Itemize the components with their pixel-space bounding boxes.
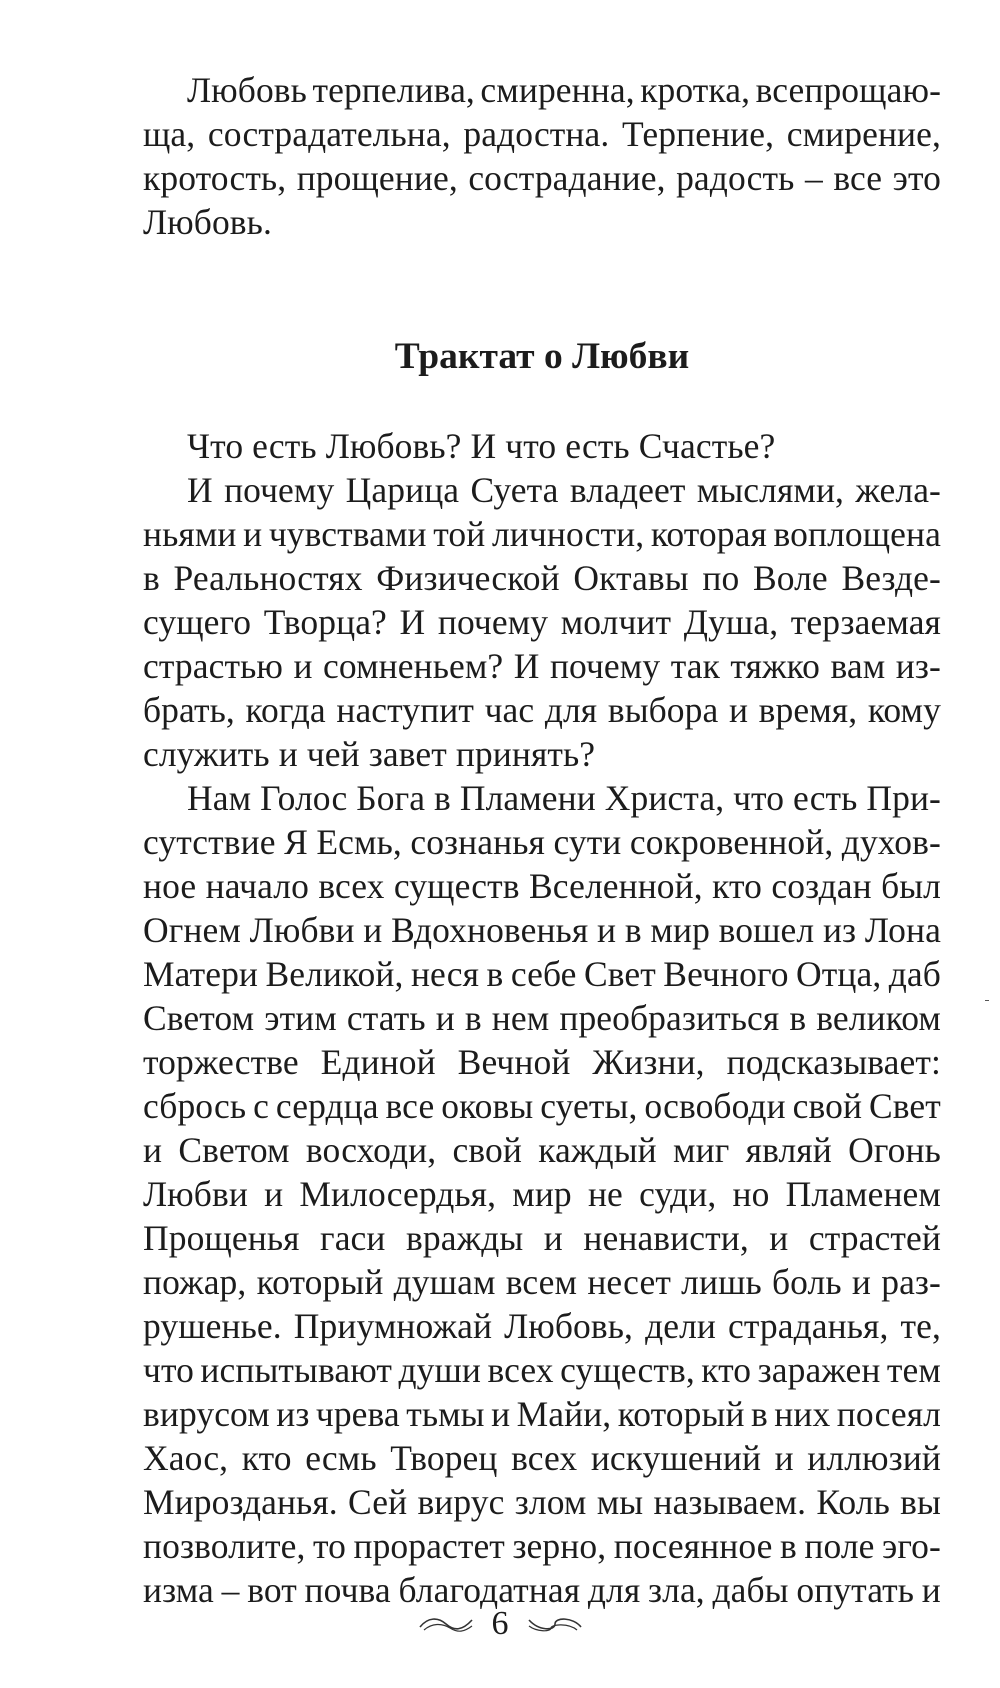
text-line: Любовь терпелива, смиренна, кротка, всепрощаю- xyxy=(187,70,941,110)
left-flourish-icon xyxy=(418,1614,474,1634)
edge-mark xyxy=(985,1000,989,1001)
text-line: что испытывают души всех существ, кто заражен тем xyxy=(143,1350,941,1390)
text-line: Любви и Милосердья, мир не суди, но Пламенем xyxy=(143,1174,941,1214)
text-line: Любовь. xyxy=(143,202,272,242)
text-line: И почему Царица Суета владеет мыслями, жела- xyxy=(187,470,941,510)
text-line: Прощенья гаси вражды и ненависти, и страстей xyxy=(143,1218,941,1258)
text-line: кротость, прощение, сострадание, радость – все это xyxy=(143,158,941,198)
text-line: служить и чей завет принять? xyxy=(143,734,596,774)
treatise-text xyxy=(143,424,941,1612)
text-line: изма – вот почва благодатная для зла, дабы опутать и xyxy=(143,1570,941,1610)
text-line: и Светом восходи, свой каждый миг являй Огонь xyxy=(143,1130,941,1170)
text-line: Мирозданья. Сей вирус злом мы называем. Коль вы xyxy=(143,1482,941,1522)
text-line: ное начало всех существ Вселенной, кто создан был xyxy=(143,866,941,906)
text-line: в Реальностях Физической Октавы по Воле Везде- xyxy=(143,558,941,598)
text-line: сутствие Я Есмь, сознанья сути сокровенной, духов- xyxy=(143,822,941,862)
text-line: вирусом из чрева тьмы и Майи, который в них посеял xyxy=(143,1394,941,1434)
text-line: Светом этим стать и в нем преобразиться в великом xyxy=(143,998,941,1038)
text-line: брать, когда наступит час для выбора и время, кому xyxy=(143,690,941,730)
text-line: торжестве Единой Вечной Жизни, подсказывает: xyxy=(143,1042,941,1082)
page-number: 6 xyxy=(491,1605,509,1642)
text-line: пожар, который душам всем несет лишь боль и раз- xyxy=(143,1262,941,1302)
intro-paragraph xyxy=(143,68,941,244)
text-line: сущего Творца? И почему молчит Душа, терзаемая xyxy=(143,602,941,642)
text-line: Нам Голос Бога в Пламени Христа, что есть При- xyxy=(187,778,941,818)
text-line: Матери Великой, неся в себе Свет Вечного Отца, даб xyxy=(143,954,941,994)
text-line: рушенье. Приумножай Любовь, дели страданья, те, xyxy=(143,1306,941,1346)
section-title: Трактат о Любви xyxy=(394,336,690,377)
text-line: сбрось с сердца все оковы суеты, освободи свой Свет xyxy=(143,1086,941,1126)
text-line: ньями и чувствами той личности, которая воплощена xyxy=(143,514,941,554)
text-line: страстью и сомненьем? И почему так тяжко вам из- xyxy=(143,646,941,686)
text-line: ща, сострадательна, радостна. Терпение, смирение, xyxy=(143,114,941,154)
text-line: Что есть Любовь? И что есть Счастье? xyxy=(187,426,776,466)
right-flourish-icon xyxy=(527,1614,583,1634)
text-line: Огнем Любви и Вдохновенья и в мир вошел из Лона xyxy=(143,910,941,950)
text-line: позволите, то прорастет зерно, посеянное в поле эго- xyxy=(143,1526,941,1566)
text-line: Хаос, кто есмь Творец всех искушений и иллюзий xyxy=(143,1438,941,1478)
page-footer xyxy=(0,1604,1000,1644)
